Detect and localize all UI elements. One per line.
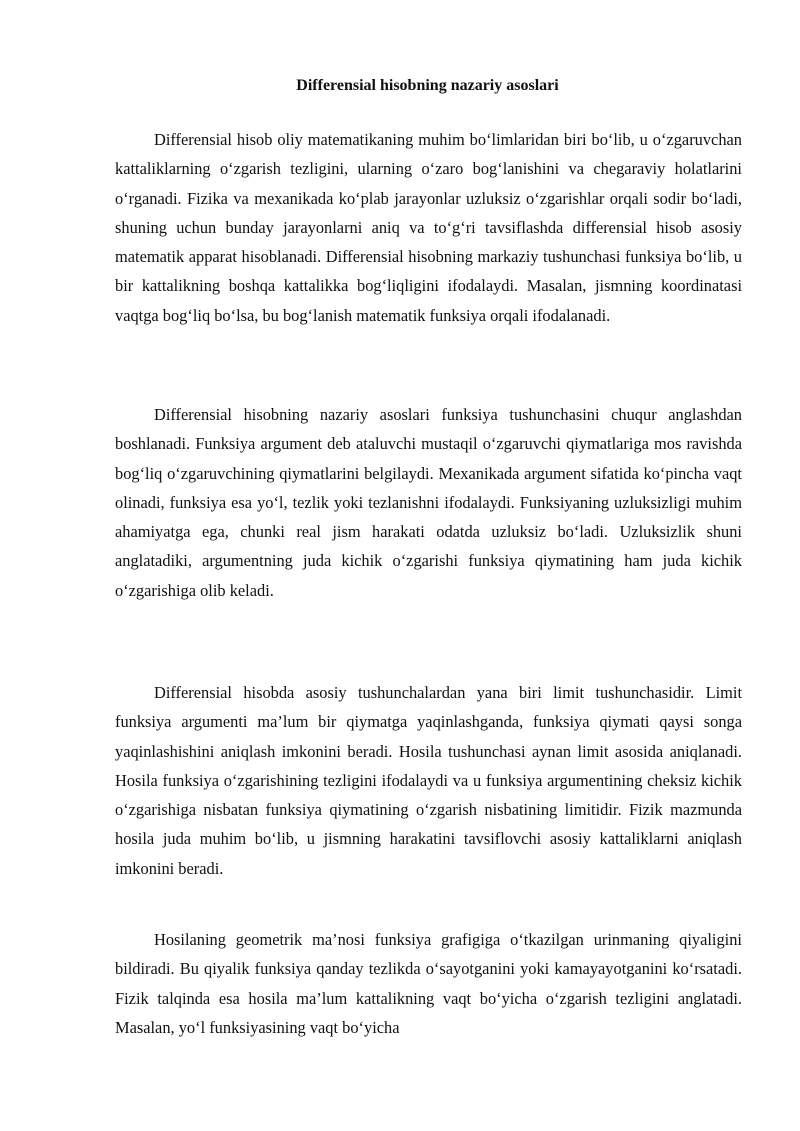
paragraph-geometric-meaning: Hosilaning geometrik ma’nosi funksiya grafigiga o‘tkazilgan urinmaning qiyaligini bildiradi. Bu qiyalik funksiya qanday tezlikda o‘sayotganini yoki kamayayotganini ko‘rsatadi. Fizik talqinda esa hosila ma’lum kattalikning vaqt bo‘yicha o‘zgarish tezligini anglatadi. Masalan, yo‘l funksiyasining vaqt bo‘yicha [115, 930, 742, 1037]
paragraph-introduction: Differensial hisob oliy matematikaning muhim bo‘limlaridan biri bo‘lib, u o‘zgaruvchan kattaliklarning o‘zgarish tezligini, ularning o‘zaro bog‘lanishini va chegaraviy holatlarini o‘rganadi. Fizika va mexanikada ko‘plab jarayonlar uzluksiz o‘zgarishlar orqali sodir bo‘ladi, shuning uchun bunday jarayonlarni aniq va to‘g‘ri tavsiflashda differensial hisob asosiy matematik apparat hisoblanadi. Differensial hisobning markaziy tushunchasi funksiya bo‘lib, u bir kattalikning boshqa kattalikka bog‘liqligini ifodalaydi. Masalan, jismning koordinatasi vaqtga bog‘liq bo‘lsa, bu bog‘lanish matematik funksiya orqali ifodalanadi. [115, 130, 742, 325]
paragraph-limit-and-derivative: Differensial hisobda asosiy tushunchalardan yana biri limit tushunchasidir. Limit funksiya argumenti ma’lum bir qiymatga yaqinlashganda, funksiya qiymati qaysi songa yaqinlashishini aniqlash imkonini beradi. Hosila tushunchasi aynan limit asosida aniqlanadi. Hosila funksiya o‘zgarishining tezligini ifodalaydi va u funksiya argumentining cheksiz kichik o‘zgarishiga nisbatan funksiya qiymatining o‘zgarish nisbatining limitidir. Fizik mazmunda hosila juda muhim bo‘lib, u jismning harakatini tavsiflovchi asosiy kattaliklarni aniqlash imkonini beradi. [115, 683, 742, 878]
document-title: Differensial hisobning nazariy asoslari [296, 77, 559, 94]
paragraph-function-concept: Differensial hisobning nazariy asoslari funksiya tushunchasini chuqur anglashdan boshlanadi. Funksiya argument deb ataluvchi mustaqil o‘zgaruvchi qiymatlariga mos ravishda bog‘liq o‘zgaruvchining qiymatlarini belgilaydi. Mexanikada argument sifatida ko‘pincha vaqt olinadi, funksiya esa yo‘l, tezlik yoki tezlanishni ifodalaydi. Funksiyaning uzluksizligi muhim ahamiyatga ega, chunki real jism harakati odatda uzluksiz bo‘ladi. Uzluksizlik shuni anglatadiki, argumentning juda kichik o‘zgarishi funksiya qiymatining ham juda kichik o‘zgarishiga olib keladi. [115, 405, 742, 600]
